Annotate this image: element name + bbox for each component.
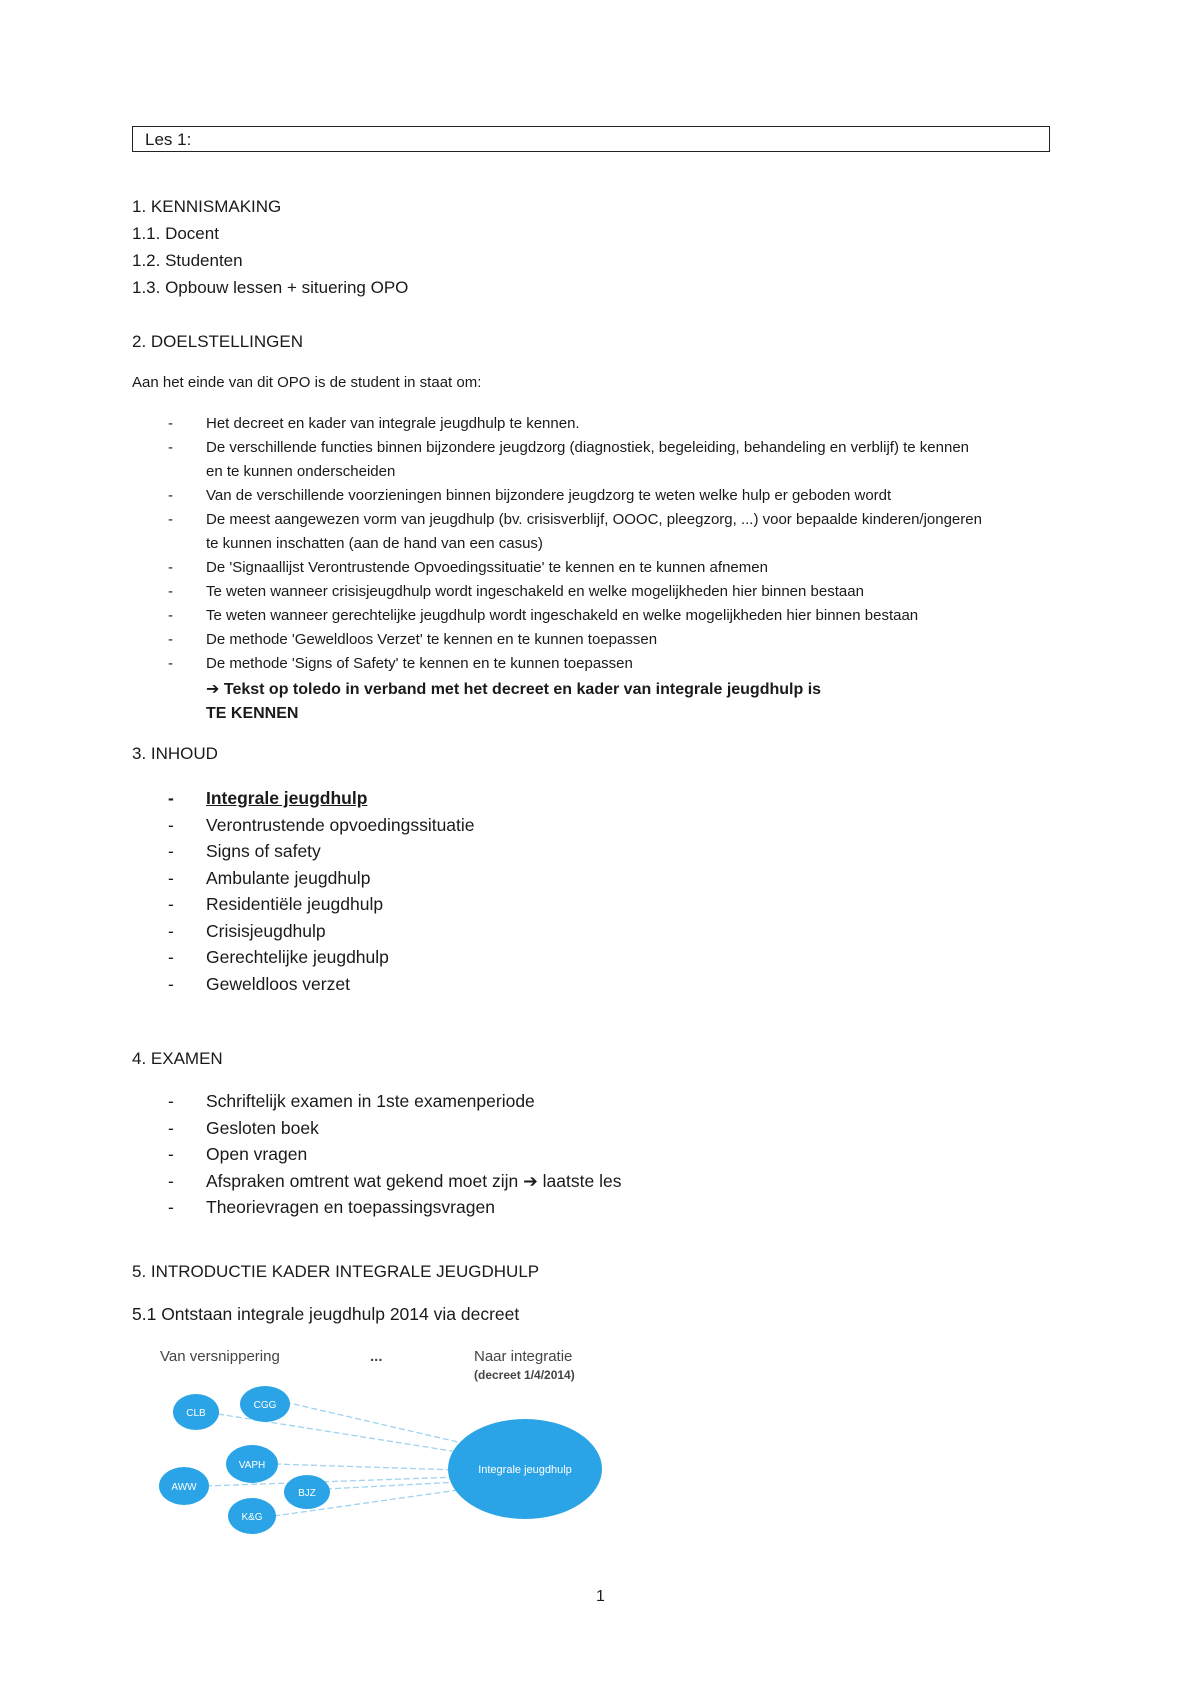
list-item: - De verschillende functies binnen bijzondere jeugdzorg (diagnostiek, begeleiding, behandeling en verblijf) te kennen en te kunnen onderscheiden xyxy=(168,439,970,480)
list-item: - Afspraken omtrent wat gekend moet zijn ➔ laatste les xyxy=(168,1170,622,1191)
diagram-right-title: Naar integratie xyxy=(474,1348,573,1365)
connector-line xyxy=(285,1402,458,1442)
section-2-heading: 2. DOELSTELLINGEN xyxy=(132,332,304,351)
objectives-list xyxy=(132,412,982,676)
list-item: - Ambulante jeugdhulp xyxy=(168,867,371,888)
node-vaph xyxy=(226,1445,278,1483)
section-3-heading: 3. INHOUD xyxy=(132,744,218,763)
page-number: 1 xyxy=(596,1588,605,1605)
list-item: - Residentiële jeugdhulp xyxy=(168,894,384,914)
list-item: - Theorievragen en toepassingsvragen xyxy=(168,1197,495,1217)
s1-item-3: 1.3. Opbouw lessen + situering OPO xyxy=(132,278,409,297)
node-kg xyxy=(228,1498,276,1534)
section-5-heading: 5. INTRODUCTIE KADER INTEGRALE JEUGDHULP xyxy=(132,1262,540,1281)
node-bjz xyxy=(284,1475,330,1509)
integration-diagram xyxy=(140,1342,660,1552)
toledo-note xyxy=(206,678,821,726)
diagram-left-title: Van versnippering xyxy=(160,1348,280,1365)
list-item: - Het decreet en kader van integrale jeugdhulp te kennen. xyxy=(168,415,580,432)
toledo-note-line-2: TE KENNEN xyxy=(206,705,299,722)
node-label: CLB xyxy=(186,1408,206,1419)
node-label: VAPH xyxy=(238,1460,266,1471)
list-item: - Crisisjeugdhulp xyxy=(168,920,326,941)
section-4-heading: 4. EXAMEN xyxy=(132,1049,223,1068)
node-label: CGG xyxy=(253,1400,277,1411)
arrow-right-icon: ➔ xyxy=(523,1170,538,1191)
section-1-heading: 1. KENNISMAKING xyxy=(132,197,282,216)
node-integrale-jeugdhulp xyxy=(448,1419,602,1519)
center-label: Integrale jeugdhulp xyxy=(478,1464,572,1476)
list-item: - De meest aangewezen vorm van jeugdhulp (bv. crisisverblijf, OOOC, pleegzorg, ...) voor bepaalde kinderen/jongeren te kunnen inschatten (aan de hand van een casus) xyxy=(168,511,982,552)
node-cgg xyxy=(240,1386,290,1422)
list-item: - Te weten wanneer crisisjeugdhulp wordt ingeschakeld en welke mogelijkheden hier binnen bestaan xyxy=(168,583,864,600)
list-item: - De methode 'Geweldloos Verzet' te kennen en te kunnen toepassen xyxy=(168,631,658,648)
list-item: - Verontrustende opvoedingssituatie xyxy=(168,814,475,835)
lesson-header-box xyxy=(132,126,1050,152)
list-item: - Signs of safety xyxy=(168,841,321,861)
node-label: K&G xyxy=(241,1512,263,1523)
s1-item-1: 1.1. Docent xyxy=(132,224,219,243)
node-clb xyxy=(173,1394,219,1430)
list-item: - Te weten wanneer gerechtelijke jeugdhulp wordt ingeschakeld en welke mogelijkheden hier binnen bestaan xyxy=(168,607,919,624)
exam-list xyxy=(132,1088,621,1221)
list-item: - De methode 'Signs of Safety' te kennen en te kunnen toepassen xyxy=(168,655,633,672)
node-aww xyxy=(159,1467,209,1505)
list-item: - Integrale jeugdhulp xyxy=(168,788,368,808)
list-item: - De 'Signaallijst Verontrustende Opvoedingssituatie' te kennen en te kunnen afnemen xyxy=(168,559,768,576)
s2-intro: Aan het einde van dit OPO is de student in staat om: xyxy=(132,374,482,391)
section-5-1-heading: 5.1 Ontstaan integrale jeugdhulp 2014 via decreet xyxy=(132,1304,520,1324)
diagram-right-subtitle: (decreet 1/4/2014) xyxy=(474,1368,575,1382)
list-item: - Gesloten boek xyxy=(168,1117,319,1138)
s1-item-2: 1.2. Studenten xyxy=(132,251,243,270)
arrow-right-icon: ➔ xyxy=(206,681,220,698)
list-item: - Schriftelijk examen in 1ste examenperiode xyxy=(168,1091,535,1111)
toledo-note-line-1: Tekst op toledo in verband met het decreet en kader van integrale jeugdhulp is xyxy=(223,681,822,698)
connector-line xyxy=(275,1464,458,1470)
diagram-dots: ... xyxy=(370,1348,383,1365)
list-item: - Gerechtelijke jeugdhulp xyxy=(168,947,389,967)
list-item: - Geweldloos verzet xyxy=(168,973,350,994)
contents-list xyxy=(132,785,475,997)
node-label: AWW xyxy=(171,1482,197,1493)
list-item: - Open vragen xyxy=(168,1144,308,1164)
list-item: - Van de verschillende voorzieningen binnen bijzondere jeugdzorg te weten welke hulp er geboden wordt xyxy=(168,487,892,504)
lesson-title: Les 1: xyxy=(145,130,192,149)
node-label: BJZ xyxy=(298,1488,316,1499)
connector-line xyxy=(308,1482,458,1490)
